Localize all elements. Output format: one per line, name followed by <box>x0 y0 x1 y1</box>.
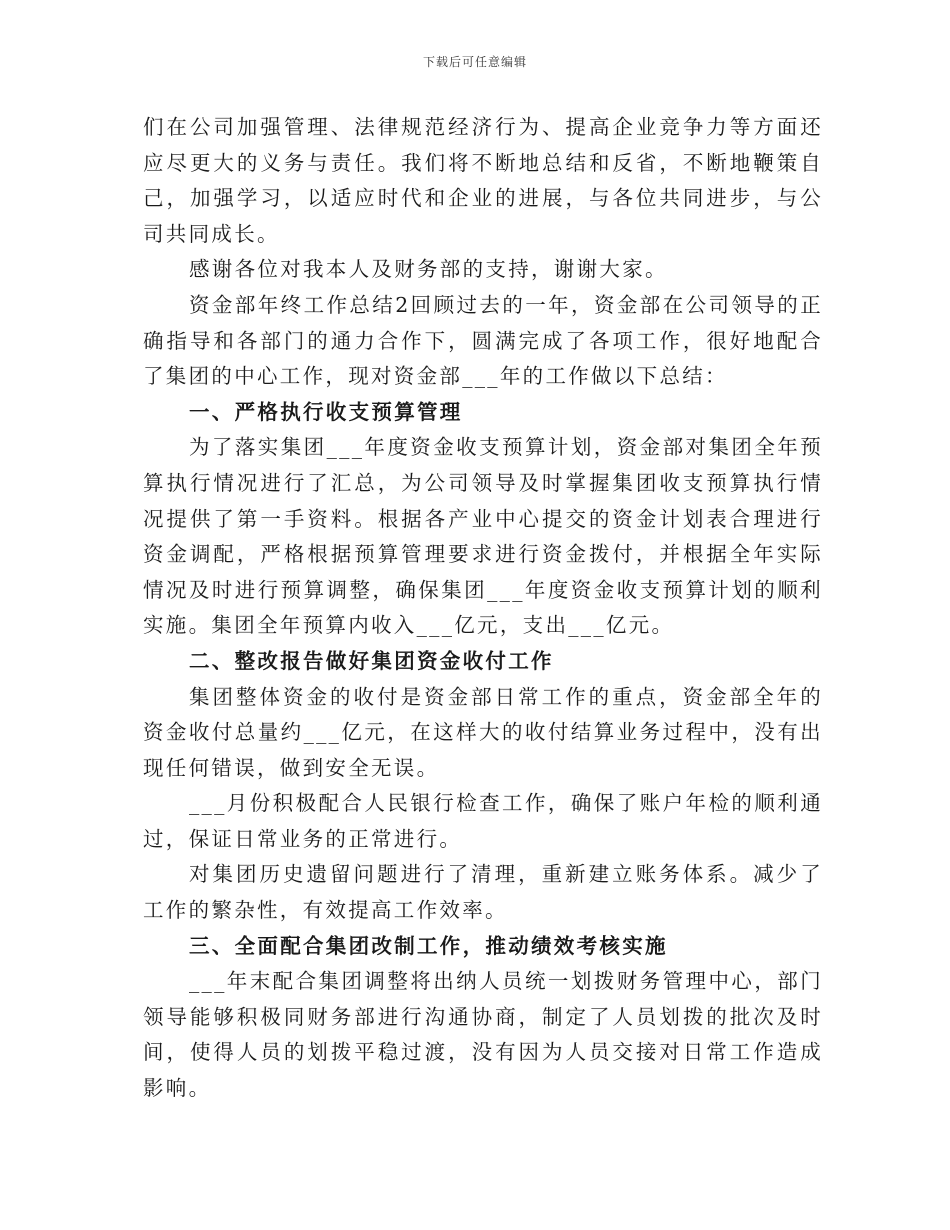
section-heading-1: 一、严格执行收支预算管理 <box>189 399 463 424</box>
paragraph-thanks: 感谢各位对我本人及财务部的支持，谢谢大家。 <box>189 257 668 282</box>
paragraph-restructure: ___年末配合集团调整将出纳人员统一划拨财务管理中心，部门领导能够积极同财务部进行沟通协商，制定了人员划拨的批次及时间，使得人员的划拨平稳过渡，没有因为人员交接对日常工作造成影响。 <box>143 969 823 1101</box>
section-heading-3: 三、全面配合集团改制工作，推动绩效考核实施 <box>189 933 668 958</box>
paragraph-continuation: 们在公司加强管理、法律规范经济行为、提高企业竞争力等方面还应尽更大的义务与责任。我们将不断地总结和反省，不断地鞭策自己，加强学习，以适应时代和企业的进展，与各位共同进步，与公司共同成长。 <box>143 115 823 246</box>
paragraph-bank-check: ___月份积极配合人民银行检查工作，确保了账户年检的顺利通过，保证日常业务的正常进行。 <box>143 791 823 851</box>
paragraph-payments: 集团整体资金的收付是资金部日常工作的重点，资金部全年的资金收付总量约___亿元，在这样大的收付结算业务过程中，没有出现任何错误，做到安全无误。 <box>143 684 823 780</box>
page-header: 下载后可任意编辑 <box>422 55 527 69</box>
document-body <box>143 110 823 1107</box>
section-heading-2: 二、整改报告做好集团资金收付工作 <box>189 648 554 673</box>
paragraph-cleanup: 对集团历史遗留问题进行了清理，重新建立账务体系。减少了工作的繁杂性，有效提高工作效率。 <box>143 862 823 923</box>
paragraph-budget: 为了落实集团___年度资金收支预算计划，资金部对集团全年预算执行情况进行了汇总，为公司领导及时掌握集团收支预算执行情况提供了第一手资料。根据各产业中心提交的资金计划表合理进行资金调配，严格根据预算管理要求进行资金拨付，并根据全年实际情况及时进行预算调整，确保集团___年度资金收支预算计划的顺利实施。集团全年预算内收入___亿元，支出___亿元。 <box>143 435 823 638</box>
paragraph-intro: 资金部年终工作总结2回顾过去的一年，资金部在公司领导的正确指导和各部门的通力合作下，圆满完成了各项工作，很好地配合了集团的中心工作，现对资金部___年的工作做以下总结： <box>143 292 823 389</box>
